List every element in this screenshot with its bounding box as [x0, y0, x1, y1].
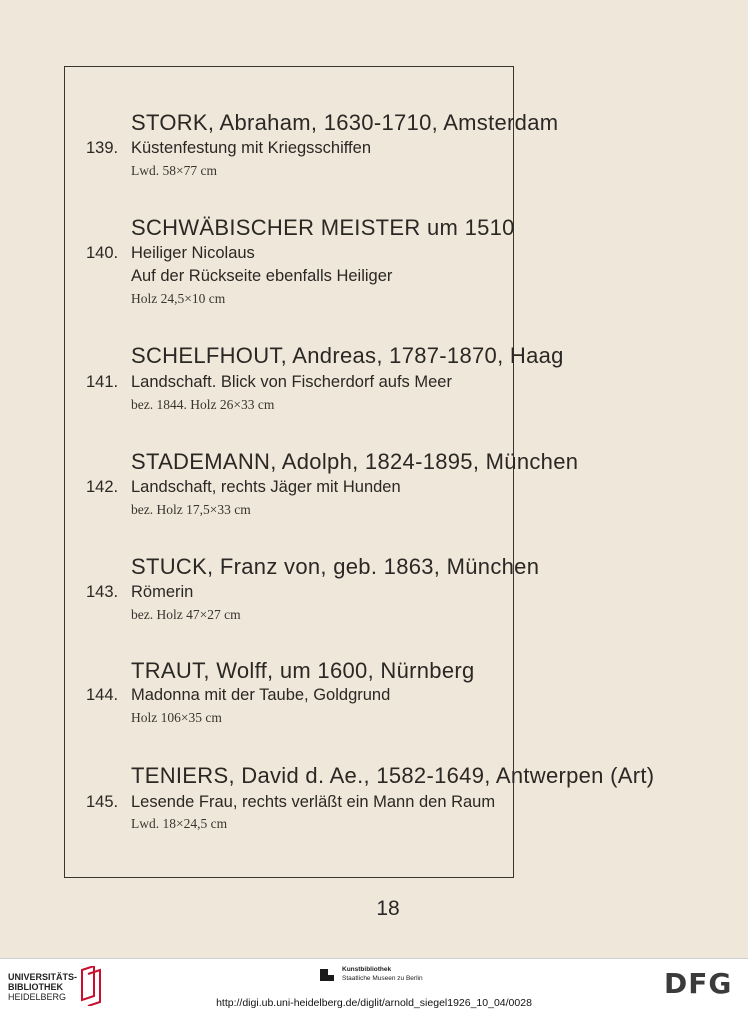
- source-url-link[interactable]: http://digi.ub.uni-heidelberg.de/diglit/arnold_siegel1926_10_04/0028: [216, 997, 532, 1009]
- artwork-title: Küstenfestung mit Kriegsschiffen: [131, 139, 371, 157]
- lot-number: 140.: [86, 244, 119, 262]
- university-line: UNIVERSITÄTS-: [8, 972, 78, 982]
- kunstbibliothek-emblem-icon: [318, 965, 336, 983]
- artwork-title: Lesende Frau, rechts verläßt ein Mann den Raum: [131, 793, 496, 811]
- kunstbibliothek-logo[interactable]: [318, 963, 458, 987]
- artwork-details: bez. 1844. Holz 26×33 cm: [131, 397, 275, 412]
- artist-heading: TENIERS, David d. Ae., 1582-1649, Antwerpen (Art): [131, 763, 655, 788]
- artist-heading: SCHWÄBISCHER MEISTER um 1510: [131, 215, 515, 240]
- lot-number: 141.: [86, 373, 119, 391]
- artwork-title: Landschaft, rechts Jäger mit Hunden: [131, 478, 401, 496]
- university-line: HEIDELBERG: [8, 992, 67, 1002]
- artist-heading: SCHELFHOUT, Andreas, 1787-1870, Haag: [131, 343, 564, 368]
- artist-heading: STUCK, Franz von, geb. 1863, München: [131, 554, 540, 579]
- artwork-details: bez. Holz 47×27 cm: [131, 607, 241, 622]
- artwork-title: Römerin: [131, 583, 194, 601]
- artist-heading: STORK, Abraham, 1630-1710, Amsterdam: [131, 110, 559, 135]
- artwork-details: bez. Holz 17,5×33 cm: [131, 502, 251, 517]
- artwork-note: Auf der Rückseite ebenfalls Heiliger: [131, 267, 393, 285]
- lot-number: 139.: [86, 139, 119, 157]
- artwork-title: Heiliger Nicolaus: [131, 244, 255, 262]
- artwork-title: Landschaft. Blick von Fischerdorf aufs Meer: [131, 373, 452, 391]
- artwork-details: Holz 106×35 cm: [131, 710, 222, 725]
- lot-number: 143.: [86, 583, 119, 601]
- artwork-details: Lwd. 18×24,5 cm: [131, 816, 228, 831]
- footer-bar: [0, 958, 748, 1010]
- artwork-title: Madonna mit der Taube, Goldgrund: [131, 686, 391, 704]
- kb-line: Kunstbibliothek: [342, 966, 392, 973]
- dfg-logo[interactable]: DFG: [664, 967, 733, 1000]
- university-line: BIBLIOTHEK: [8, 982, 63, 992]
- lot-number: 142.: [86, 478, 119, 496]
- artist-heading: TRAUT, Wolff, um 1600, Nürnberg: [131, 658, 475, 683]
- kb-line: Staatliche Museen zu Berlin: [342, 975, 423, 982]
- artwork-details: Lwd. 58×77 cm: [131, 163, 217, 178]
- page-number: 18: [376, 897, 400, 920]
- artwork-details: Holz 24,5×10 cm: [131, 291, 226, 306]
- lot-number: 144.: [86, 686, 119, 704]
- lot-number: 145.: [86, 793, 119, 811]
- artist-heading: STADEMANN, Adolph, 1824-1895, München: [131, 449, 579, 474]
